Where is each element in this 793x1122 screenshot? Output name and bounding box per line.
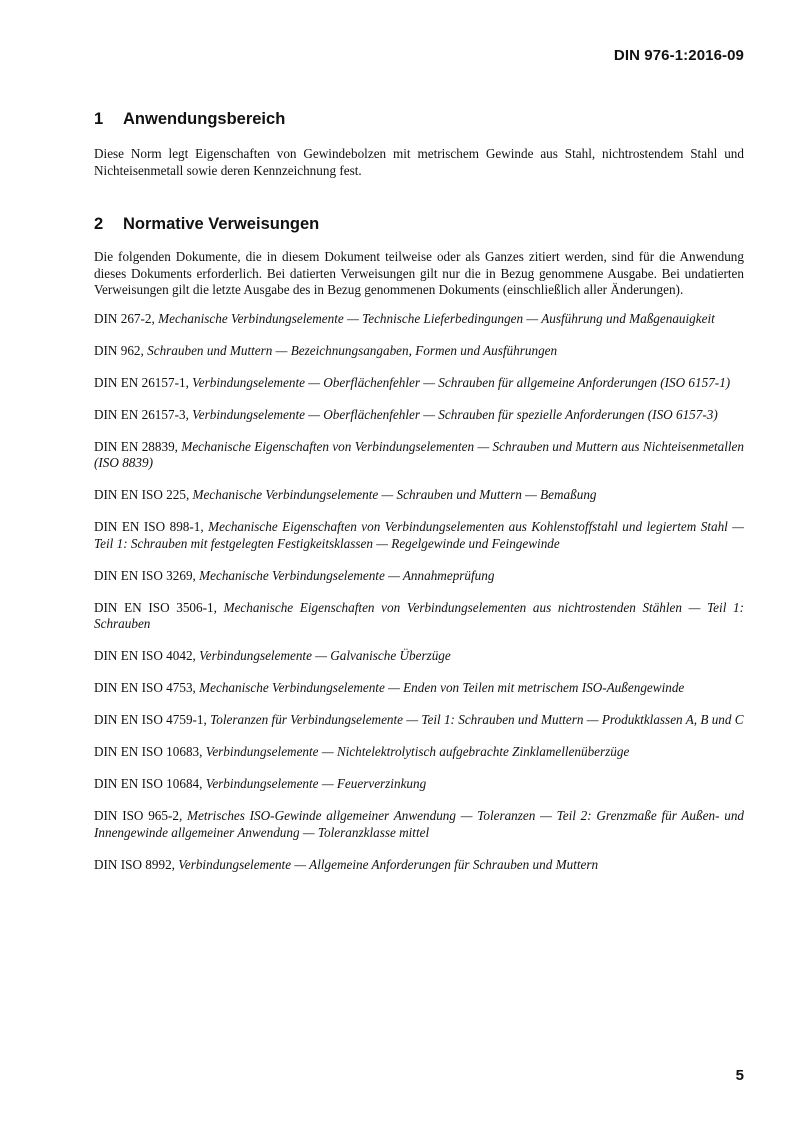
reference-code: DIN ISO 965-2, [94,808,183,823]
reference-item [94,808,744,841]
section-1-body: Diese Norm legt Eigenschaften von Gewindebolzen mit metrischem Gewinde aus Stahl, nichtrostendem Stahl und Nichteisenmetall sowie deren Kennzeichnung fest. [94,146,744,178]
reference-code: DIN 962, [94,342,144,358]
reference-item [94,487,744,504]
reference-title: Verbindungselemente — Feuerverzinkung [205,776,427,791]
reference-item [94,776,744,793]
section-2-number: 2 [94,215,104,233]
reference-title: Metrisches ISO-Gewinde allgemeiner Anwendung — Toleranzen — Teil 2: Grenzmaße für Außen- und Innengewinde allgemeiner Anwendung — Toleranzklasse mittel [94,808,745,840]
reference-code: DIN EN ISO 898-1, [94,519,204,534]
reference-title: Mechanische Verbindungselemente — Technische Lieferbedingungen — Ausführung und Maßgenauigkeit [158,310,715,326]
page-number: 5 [735,1067,744,1084]
reference-title: Verbindungselemente — Oberflächenfehler — Schrauben für spezielle Anforderungen (ISO 6157-3) [192,406,718,422]
reference-item [94,744,744,761]
reference-code: DIN EN ISO 4042, [94,648,196,663]
reference-title: Mechanische Eigenschaften von Verbindungselementen — Schrauben und Muttern aus Nichteisenmetallen (ISO 8839) [94,438,744,470]
reference-code: DIN 267-2, [94,310,155,326]
reference-title: Schrauben und Muttern — Bezeichnungsangaben, Formen und Ausführungen [147,342,558,358]
section-2-title: Normative Verweisungen [123,215,320,233]
reference-item [94,600,744,633]
reference-item [94,857,744,874]
section-1-number: 1 [94,110,104,128]
reference-item [94,568,744,585]
reference-title: Toleranzen für Verbindungselemente — Teil 1: Schrauben und Muttern — Produktklassen A, B und C [210,712,744,727]
reference-code: DIN EN 28839, [94,438,178,454]
reference-title: Verbindungselemente — Nichtelektrolytisch aufgebrachte Zinklamellenüberzüge [205,744,630,759]
reference-code: DIN EN 26157-1, [94,374,189,390]
reference-item [94,407,744,424]
reference-code: DIN ISO 8992, [94,856,175,872]
section-2-intro: Die folgenden Dokumente, die in diesem Dokument teilweise oder als Ganzes zitiert werden, sind für die Anwendung dieses Dokuments erforderlich. Bei datierten Verweisungen gilt nur die in Bezug genommene Ausgabe. Bei undatierten Verweisungen gilt die letzte Ausgabe des in Bezug genommenen Dokuments (einschließlich aller Änderungen). [94,249,744,297]
reference-item [94,648,744,665]
reference-code: DIN EN ISO 10684, [94,776,203,791]
document-id: DIN 976-1:2016-09 [613,47,744,64]
reference-title: Verbindungselemente — Allgemeine Anforderungen für Schrauben und Muttern [178,856,599,872]
reference-title: Mechanische Verbindungselemente — Annahmeprüfung [199,567,495,583]
reference-item [94,375,744,392]
section-1-title: Anwendungsbereich [123,110,286,128]
reference-code: DIN EN ISO 4753, [94,680,196,695]
reference-item [94,343,744,360]
reference-code: DIN EN 26157-3, [94,406,189,422]
reference-code: DIN EN ISO 225, [94,487,190,502]
reference-item [94,712,744,729]
reference-title: Mechanische Verbindungselemente — Enden von Teilen mit metrischem ISO-Außengewinde [199,680,685,695]
reference-item [94,519,744,552]
reference-title: Verbindungselemente — Galvanische Überzüge [199,648,451,663]
reference-code: DIN EN ISO 10683, [94,744,203,759]
reference-item [94,311,744,328]
page-content [94,108,744,889]
section-1-heading [94,108,744,130]
reference-item [94,680,744,697]
normative-references-list [94,311,744,874]
reference-code: DIN EN ISO 4759-1, [94,712,207,727]
reference-title: Mechanische Eigenschaften von Verbindungselementen aus nichtrostenden Stählen — Teil 1: Schrauben [94,599,745,631]
reference-title: Mechanische Eigenschaften von Verbindungselementen aus Kohlenstoffstahl und legiertem Stahl — Teil 1: Schrauben mit festgelegten Festigkeitsklassen — Regelgewinde und Feingewinde [94,519,745,551]
reference-code: DIN EN ISO 3506-1, [94,599,217,615]
reference-title: Verbindungselemente — Oberflächenfehler — Schrauben für allgemeine Anforderungen (ISO 6157-1) [192,374,731,390]
section-2-heading [94,213,744,235]
reference-item [94,439,744,472]
reference-code: DIN EN ISO 3269, [94,567,196,583]
reference-title: Mechanische Verbindungselemente — Schrauben und Muttern — Bemaßung [192,487,597,502]
